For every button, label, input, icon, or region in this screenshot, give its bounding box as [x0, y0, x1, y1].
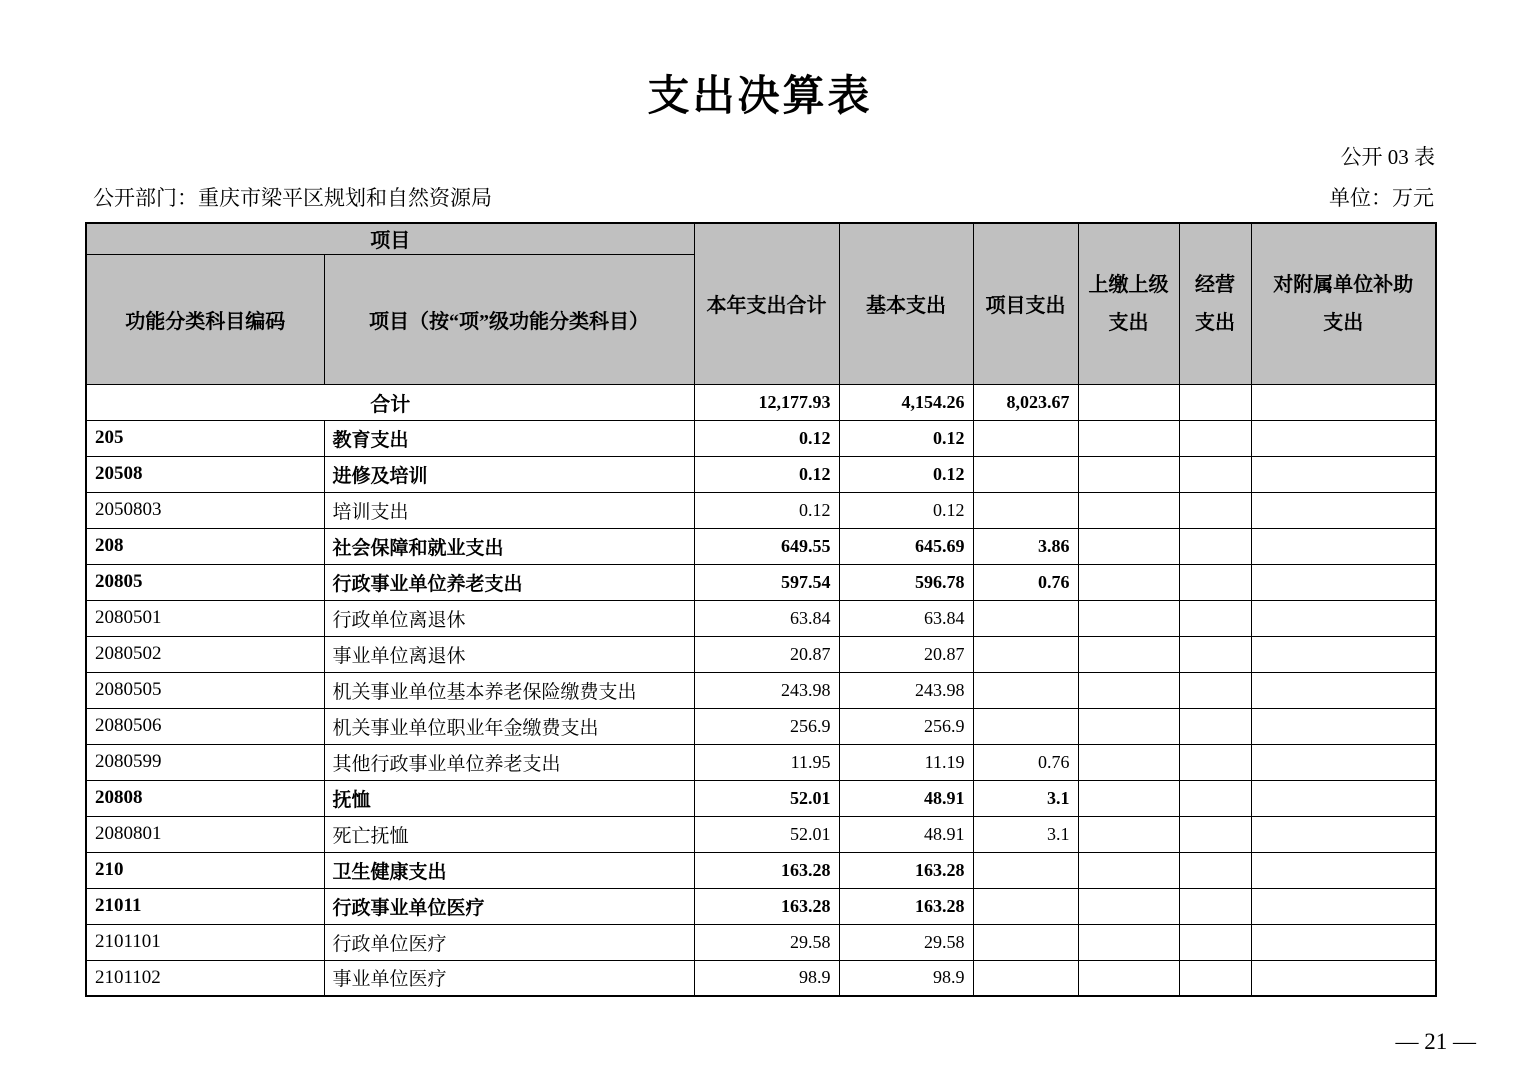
row-total-expenditure: 29.58	[694, 924, 839, 960]
unit-label: 单位：万元	[1329, 186, 1434, 210]
row-function-code: 205	[86, 420, 324, 456]
row-basic-expenditure: 63.84	[839, 600, 973, 636]
table-row	[86, 852, 1436, 888]
row-project-expenditure	[973, 600, 1078, 636]
header-operating-expenditure	[1179, 223, 1251, 384]
header-subsidy-expenditure	[1251, 223, 1436, 384]
row-subsidy-expenditure	[1251, 600, 1436, 636]
header-subsidy-line2: 支出	[1323, 311, 1364, 334]
table-body	[86, 384, 1436, 996]
row-item-name: 机关事业单位基本养老保险缴费支出	[324, 672, 694, 708]
row-total-expenditure: 52.01	[694, 780, 839, 816]
row-project-expenditure	[973, 456, 1078, 492]
row-subsidy-expenditure	[1251, 924, 1436, 960]
row-total-expenditure: 63.84	[694, 600, 839, 636]
row-function-code: 2080801	[86, 816, 324, 852]
row-item-name: 培训支出	[324, 492, 694, 528]
header-operating-line1: 经营	[1195, 273, 1235, 296]
row-total-label: 合计	[86, 384, 694, 420]
row-upper-level-expenditure	[1078, 600, 1179, 636]
row-basic-expenditure: 243.98	[839, 672, 973, 708]
row-upper-level-expenditure	[1078, 564, 1179, 600]
row-project-expenditure	[973, 420, 1078, 456]
row-upper-level-expenditure	[1078, 780, 1179, 816]
row-total-expenditure: 597.54	[694, 564, 839, 600]
row-function-code: 2080501	[86, 600, 324, 636]
row-upper-level-expenditure	[1078, 456, 1179, 492]
header-operating-line2: 支出	[1195, 311, 1235, 334]
row-item-name: 行政单位医疗	[324, 924, 694, 960]
table-row	[86, 564, 1436, 600]
row-project-expenditure: 3.1	[973, 780, 1078, 816]
row-basic-expenditure: 0.12	[839, 420, 973, 456]
table-header	[86, 223, 1436, 384]
header-subsidy-line1: 对附属单位补助	[1273, 273, 1414, 296]
row-function-code: 210	[86, 852, 324, 888]
row-item-name: 事业单位离退休	[324, 636, 694, 672]
row-subsidy-expenditure	[1251, 888, 1436, 924]
row-total-expenditure: 0.12	[694, 492, 839, 528]
row-item-name: 教育支出	[324, 420, 694, 456]
table-row	[86, 924, 1436, 960]
row-item-name: 行政事业单位养老支出	[324, 564, 694, 600]
row-item-name: 行政单位离退休	[324, 600, 694, 636]
row-subsidy-expenditure	[1251, 780, 1436, 816]
row-basic-expenditure: 0.12	[839, 492, 973, 528]
header-basic-expenditure: 基本支出	[839, 223, 973, 384]
row-subsidy-expenditure	[1251, 492, 1436, 528]
row-function-code: 2080505	[86, 672, 324, 708]
row-subsidy-expenditure	[1251, 528, 1436, 564]
row-basic-expenditure: 20.87	[839, 636, 973, 672]
table-row	[86, 888, 1436, 924]
row-project-expenditure: 3.86	[973, 528, 1078, 564]
row-total-expenditure: 12,177.93	[694, 384, 839, 420]
row-project-expenditure	[973, 960, 1078, 996]
row-upper-level-expenditure	[1078, 492, 1179, 528]
header-row-group	[86, 223, 1436, 254]
row-function-code: 21011	[86, 888, 324, 924]
row-basic-expenditure: 0.12	[839, 456, 973, 492]
header-upper-level-expenditure	[1078, 223, 1179, 384]
row-operating-expenditure	[1179, 780, 1251, 816]
row-operating-expenditure	[1179, 420, 1251, 456]
row-upper-level-expenditure	[1078, 636, 1179, 672]
row-function-code: 2080506	[86, 708, 324, 744]
row-upper-level-expenditure	[1078, 528, 1179, 564]
row-project-expenditure	[973, 708, 1078, 744]
row-operating-expenditure	[1179, 528, 1251, 564]
row-item-name: 死亡抚恤	[324, 816, 694, 852]
header-project-expenditure: 项目支出	[973, 223, 1078, 384]
row-project-expenditure: 3.1	[973, 816, 1078, 852]
row-total-expenditure: 243.98	[694, 672, 839, 708]
row-total-expenditure: 20.87	[694, 636, 839, 672]
header-function-code: 功能分类科目编码	[86, 254, 324, 384]
table-code-label: 公开 03 表	[1340, 145, 1435, 169]
table-row	[86, 960, 1436, 996]
row-upper-level-expenditure	[1078, 420, 1179, 456]
row-basic-expenditure: 11.19	[839, 744, 973, 780]
table-row	[86, 816, 1436, 852]
row-function-code: 20508	[86, 456, 324, 492]
row-project-expenditure	[973, 636, 1078, 672]
table-row	[86, 636, 1436, 672]
row-upper-level-expenditure	[1078, 924, 1179, 960]
row-total-expenditure: 0.12	[694, 420, 839, 456]
row-total-expenditure: 256.9	[694, 708, 839, 744]
row-operating-expenditure	[1179, 456, 1251, 492]
row-upper-level-expenditure	[1078, 852, 1179, 888]
table-row	[86, 456, 1436, 492]
row-basic-expenditure: 29.58	[839, 924, 973, 960]
page-number: — 21 —	[1395, 1029, 1476, 1054]
expenditure-table	[85, 222, 1437, 997]
row-basic-expenditure: 163.28	[839, 852, 973, 888]
row-total-expenditure: 98.9	[694, 960, 839, 996]
row-subsidy-expenditure	[1251, 744, 1436, 780]
row-operating-expenditure	[1179, 564, 1251, 600]
row-operating-expenditure	[1179, 600, 1251, 636]
row-total-expenditure: 52.01	[694, 816, 839, 852]
department-label: 公开部门：重庆市梁平区规划和自然资源局	[93, 186, 492, 210]
row-item-name: 抚恤	[324, 780, 694, 816]
row-item-name: 事业单位医疗	[324, 960, 694, 996]
row-function-code: 2101101	[86, 924, 324, 960]
row-total-expenditure: 649.55	[694, 528, 839, 564]
row-basic-expenditure: 163.28	[839, 888, 973, 924]
row-subsidy-expenditure	[1251, 564, 1436, 600]
row-total-expenditure: 0.12	[694, 456, 839, 492]
row-project-expenditure: 8,023.67	[973, 384, 1078, 420]
table-row	[86, 744, 1436, 780]
row-subsidy-expenditure	[1251, 384, 1436, 420]
row-upper-level-expenditure	[1078, 888, 1179, 924]
row-subsidy-expenditure	[1251, 636, 1436, 672]
row-total-expenditure: 11.95	[694, 744, 839, 780]
header-project-group: 项目	[86, 223, 694, 254]
row-operating-expenditure	[1179, 744, 1251, 780]
row-subsidy-expenditure	[1251, 672, 1436, 708]
row-upper-level-expenditure	[1078, 960, 1179, 996]
row-basic-expenditure: 48.91	[839, 780, 973, 816]
row-subsidy-expenditure	[1251, 960, 1436, 996]
row-subsidy-expenditure	[1251, 852, 1436, 888]
row-total-expenditure: 163.28	[694, 852, 839, 888]
row-item-name: 其他行政事业单位养老支出	[324, 744, 694, 780]
header-total-expenditure: 本年支出合计	[694, 223, 839, 384]
row-item-name: 社会保障和就业支出	[324, 528, 694, 564]
row-operating-expenditure	[1179, 924, 1251, 960]
table-row	[86, 528, 1436, 564]
row-operating-expenditure	[1179, 888, 1251, 924]
row-basic-expenditure: 256.9	[839, 708, 973, 744]
row-subsidy-expenditure	[1251, 816, 1436, 852]
row-subsidy-expenditure	[1251, 708, 1436, 744]
row-operating-expenditure	[1179, 816, 1251, 852]
row-subsidy-expenditure	[1251, 420, 1436, 456]
row-function-code: 20808	[86, 780, 324, 816]
page-title: 支出决算表	[647, 74, 873, 120]
row-project-expenditure	[973, 924, 1078, 960]
row-function-code: 2101102	[86, 960, 324, 996]
row-function-code: 2050803	[86, 492, 324, 528]
table-row	[86, 384, 1436, 420]
row-operating-expenditure	[1179, 960, 1251, 996]
row-operating-expenditure	[1179, 492, 1251, 528]
row-item-name: 机关事业单位职业年金缴费支出	[324, 708, 694, 744]
row-function-code: 208	[86, 528, 324, 564]
row-upper-level-expenditure	[1078, 672, 1179, 708]
row-project-expenditure	[973, 672, 1078, 708]
table-row	[86, 672, 1436, 708]
header-item-name: 项目（按“项”级功能分类科目）	[324, 254, 694, 384]
row-upper-level-expenditure	[1078, 744, 1179, 780]
row-upper-level-expenditure	[1078, 384, 1179, 420]
row-subsidy-expenditure	[1251, 456, 1436, 492]
table-row	[86, 600, 1436, 636]
row-basic-expenditure: 98.9	[839, 960, 973, 996]
row-upper-level-expenditure	[1078, 708, 1179, 744]
row-total-expenditure: 163.28	[694, 888, 839, 924]
table-row	[86, 492, 1436, 528]
row-function-code: 2080502	[86, 636, 324, 672]
header-upper-line1: 上缴上级	[1088, 273, 1169, 296]
row-function-code: 2080599	[86, 744, 324, 780]
row-operating-expenditure	[1179, 636, 1251, 672]
table-row	[86, 780, 1436, 816]
row-item-name: 进修及培训	[324, 456, 694, 492]
row-operating-expenditure	[1179, 708, 1251, 744]
row-project-expenditure: 0.76	[973, 564, 1078, 600]
row-upper-level-expenditure	[1078, 816, 1179, 852]
row-item-name: 卫生健康支出	[324, 852, 694, 888]
header-upper-line2: 支出	[1108, 311, 1149, 334]
row-basic-expenditure: 48.91	[839, 816, 973, 852]
row-function-code: 20805	[86, 564, 324, 600]
meta-row	[93, 186, 1434, 211]
row-basic-expenditure: 596.78	[839, 564, 973, 600]
row-item-name: 行政事业单位医疗	[324, 888, 694, 924]
row-operating-expenditure	[1179, 672, 1251, 708]
row-project-expenditure	[973, 492, 1078, 528]
row-project-expenditure	[973, 888, 1078, 924]
row-basic-expenditure: 645.69	[839, 528, 973, 564]
row-basic-expenditure: 4,154.26	[839, 384, 973, 420]
row-project-expenditure: 0.76	[973, 744, 1078, 780]
table-row	[86, 708, 1436, 744]
row-project-expenditure	[973, 852, 1078, 888]
row-operating-expenditure	[1179, 852, 1251, 888]
row-operating-expenditure	[1179, 384, 1251, 420]
table-row	[86, 420, 1436, 456]
